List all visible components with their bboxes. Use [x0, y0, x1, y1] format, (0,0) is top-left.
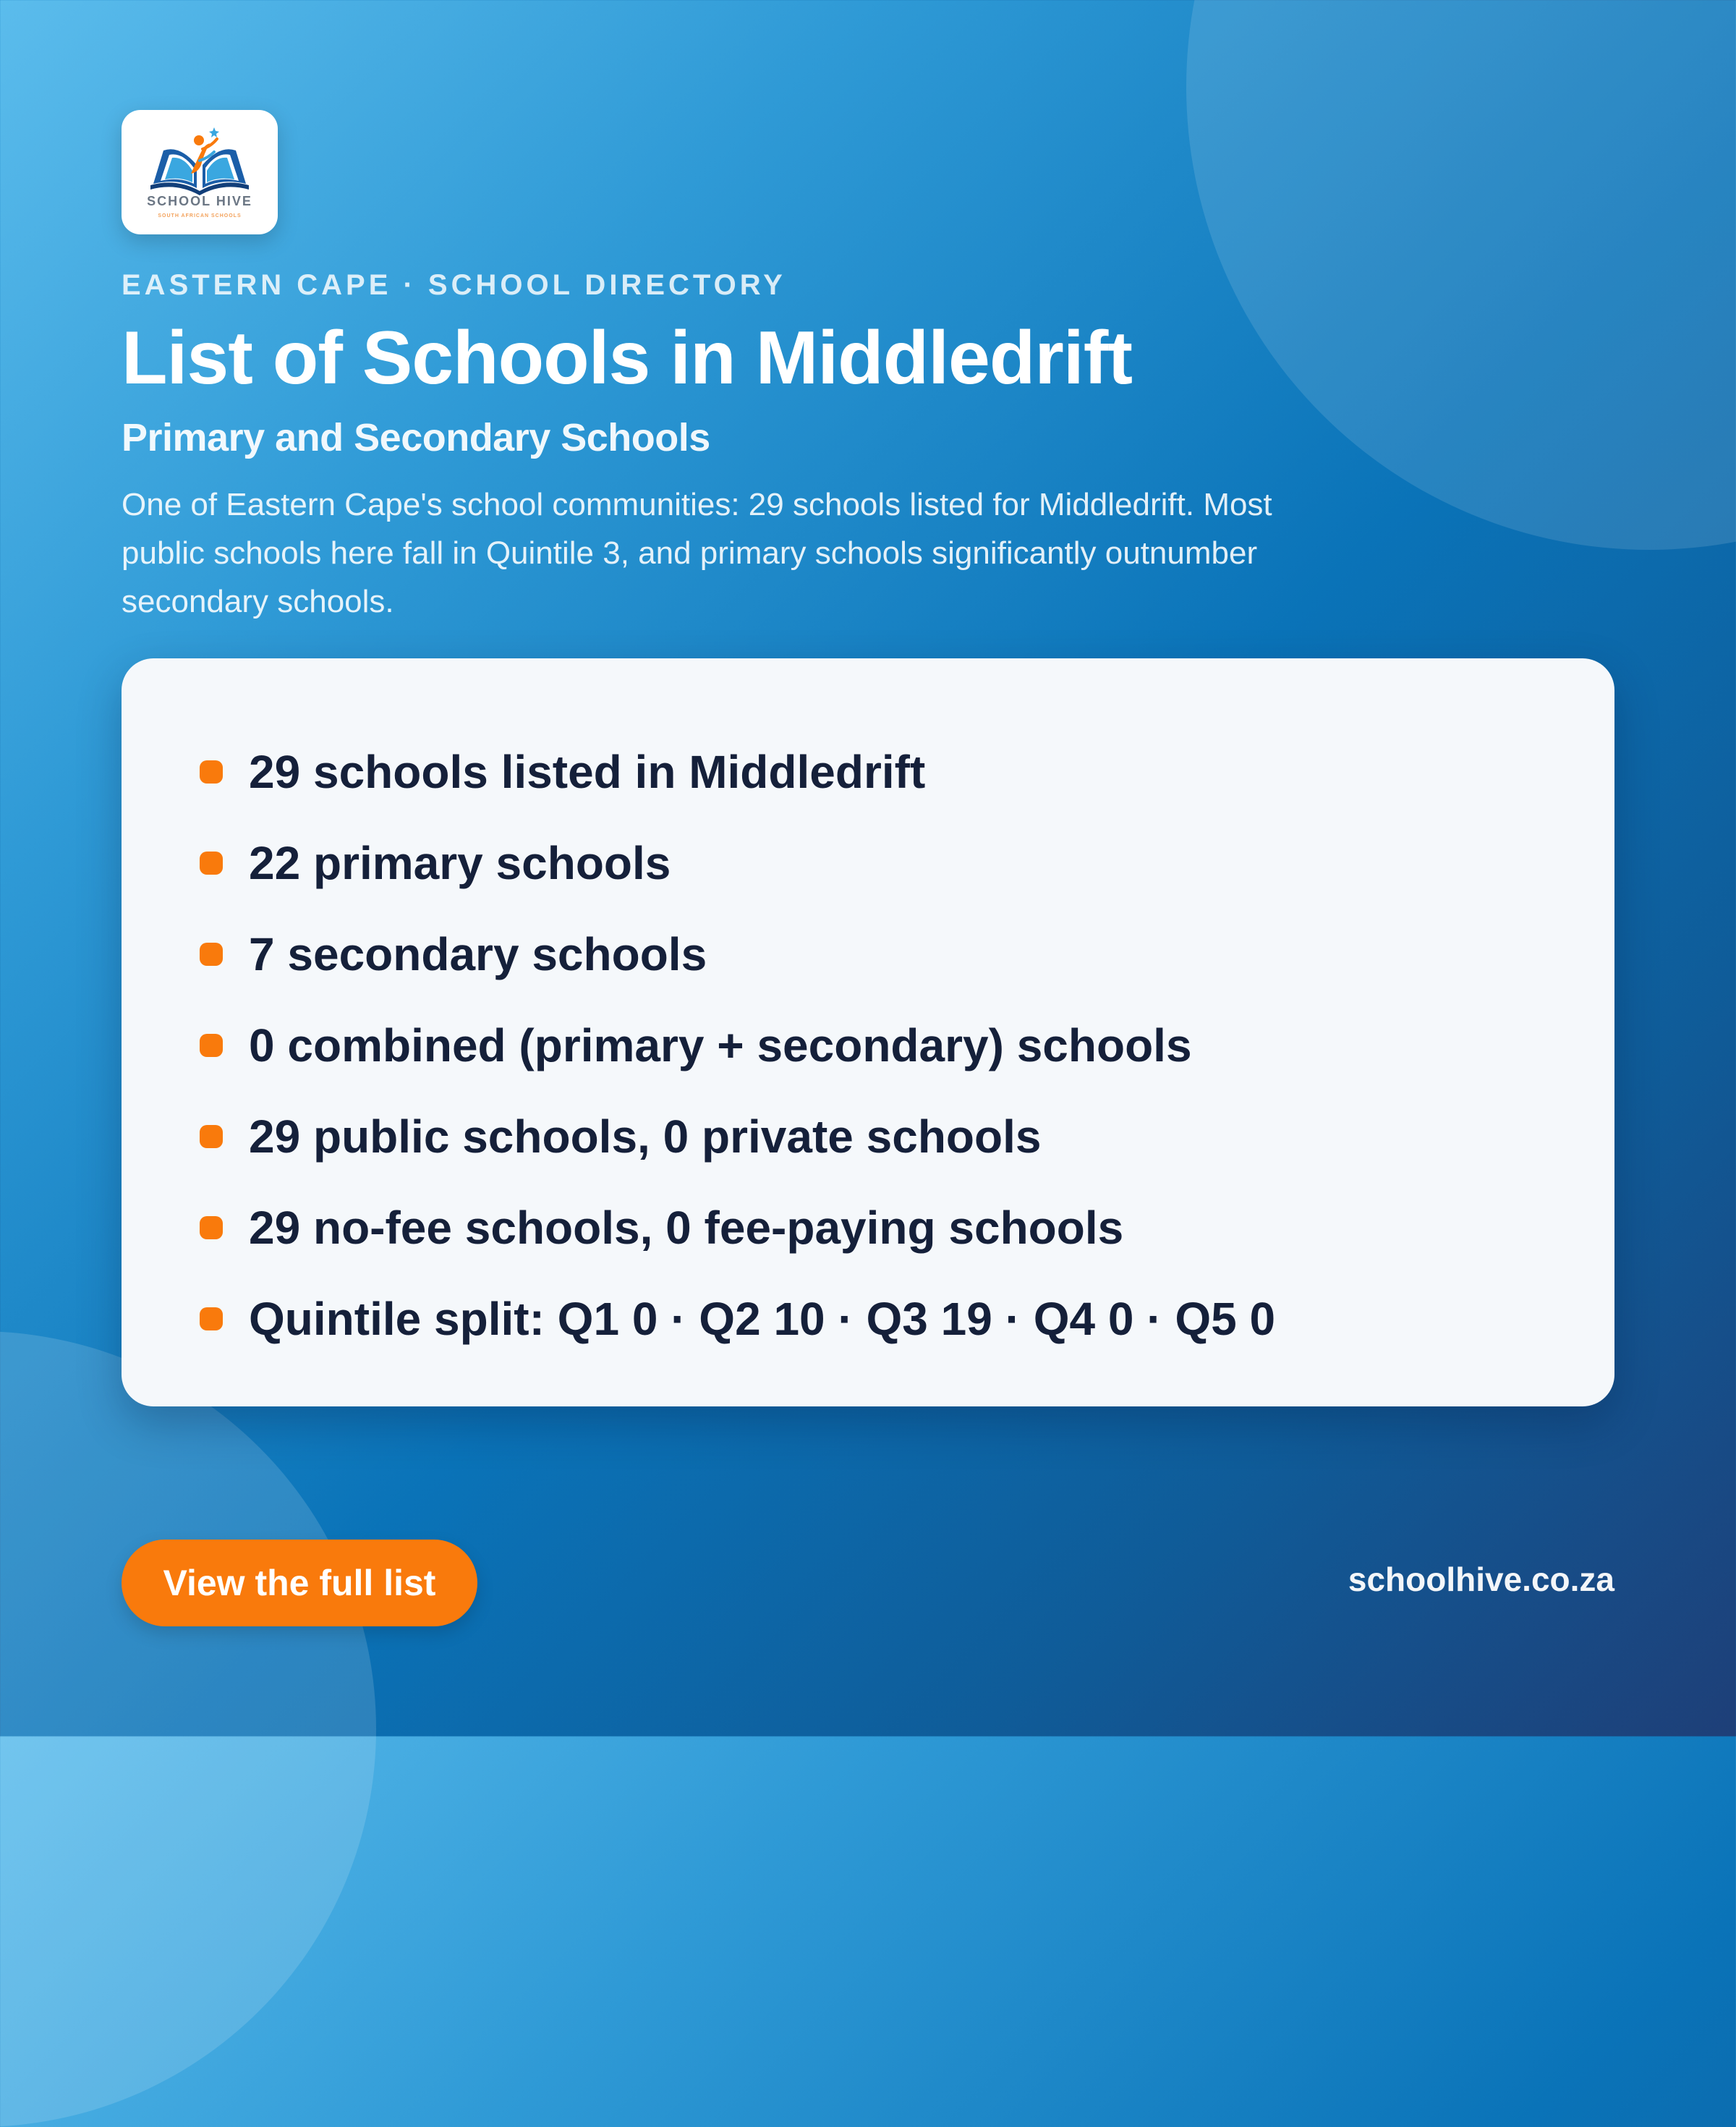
- svg-text:SOUTH AFRICAN SCHOOLS: SOUTH AFRICAN SCHOOLS: [158, 213, 242, 218]
- list-item: [200, 1273, 1275, 1364]
- fact-text: Quintile split: Q1 0 · Q2 10 · Q3 19 · Q4 0 · Q5 0: [249, 1293, 1276, 1345]
- fact-text: 29 public schools, 0 private schools: [249, 1111, 1042, 1163]
- bullet-icon: [200, 1125, 223, 1148]
- bullet-icon: [200, 1307, 223, 1330]
- fact-text: 29 no-fee schools, 0 fee-paying schools: [249, 1202, 1124, 1254]
- page-description: One of Eastern Cape's school communities: 29 schools listed for Middledrift. Most public schools here fall in Quintile 3, and primary schools significantly outnumber secondary schools.: [122, 487, 1272, 619]
- fact-text: 7 secondary schools: [249, 928, 707, 980]
- region-eyebrow: EASTERN CAPE · SCHOOL DIRECTORY: [122, 269, 786, 301]
- bullet-icon: [200, 760, 223, 784]
- site-link[interactable]: schoolhive.co.za: [1348, 1561, 1614, 1598]
- svg-text:SCHOOL HIVE: SCHOOL HIVE: [147, 194, 252, 208]
- open-book-reader-icon: [122, 110, 278, 234]
- bullet-icon: [200, 1034, 223, 1057]
- facts-card: [122, 658, 1614, 1406]
- fact-text: 29 schools listed in Middledrift: [249, 746, 926, 798]
- school-hive-logo: [122, 110, 278, 234]
- view-full-list-button[interactable]: View the full list: [122, 1540, 477, 1626]
- list-item: [200, 1000, 1275, 1091]
- page-subtitle: Primary and Secondary Schools: [122, 416, 710, 459]
- bullet-icon: [200, 852, 223, 875]
- fact-list: [200, 726, 1275, 1364]
- list-item: [200, 909, 1275, 1000]
- page-title: List of Schools in Middledrift: [122, 316, 1133, 400]
- bullet-icon: [200, 943, 223, 966]
- decorative-circle-bottom: [0, 1331, 376, 2127]
- list-item: [200, 1182, 1275, 1273]
- list-item: [200, 818, 1275, 909]
- decorative-circle-top: [1186, 0, 1736, 550]
- list-item: [200, 726, 1275, 818]
- fact-text: 0 combined (primary + secondary) schools: [249, 1019, 1192, 1071]
- list-item: [200, 1091, 1275, 1182]
- bullet-icon: [200, 1216, 223, 1239]
- fact-text: 22 primary schools: [249, 837, 671, 889]
